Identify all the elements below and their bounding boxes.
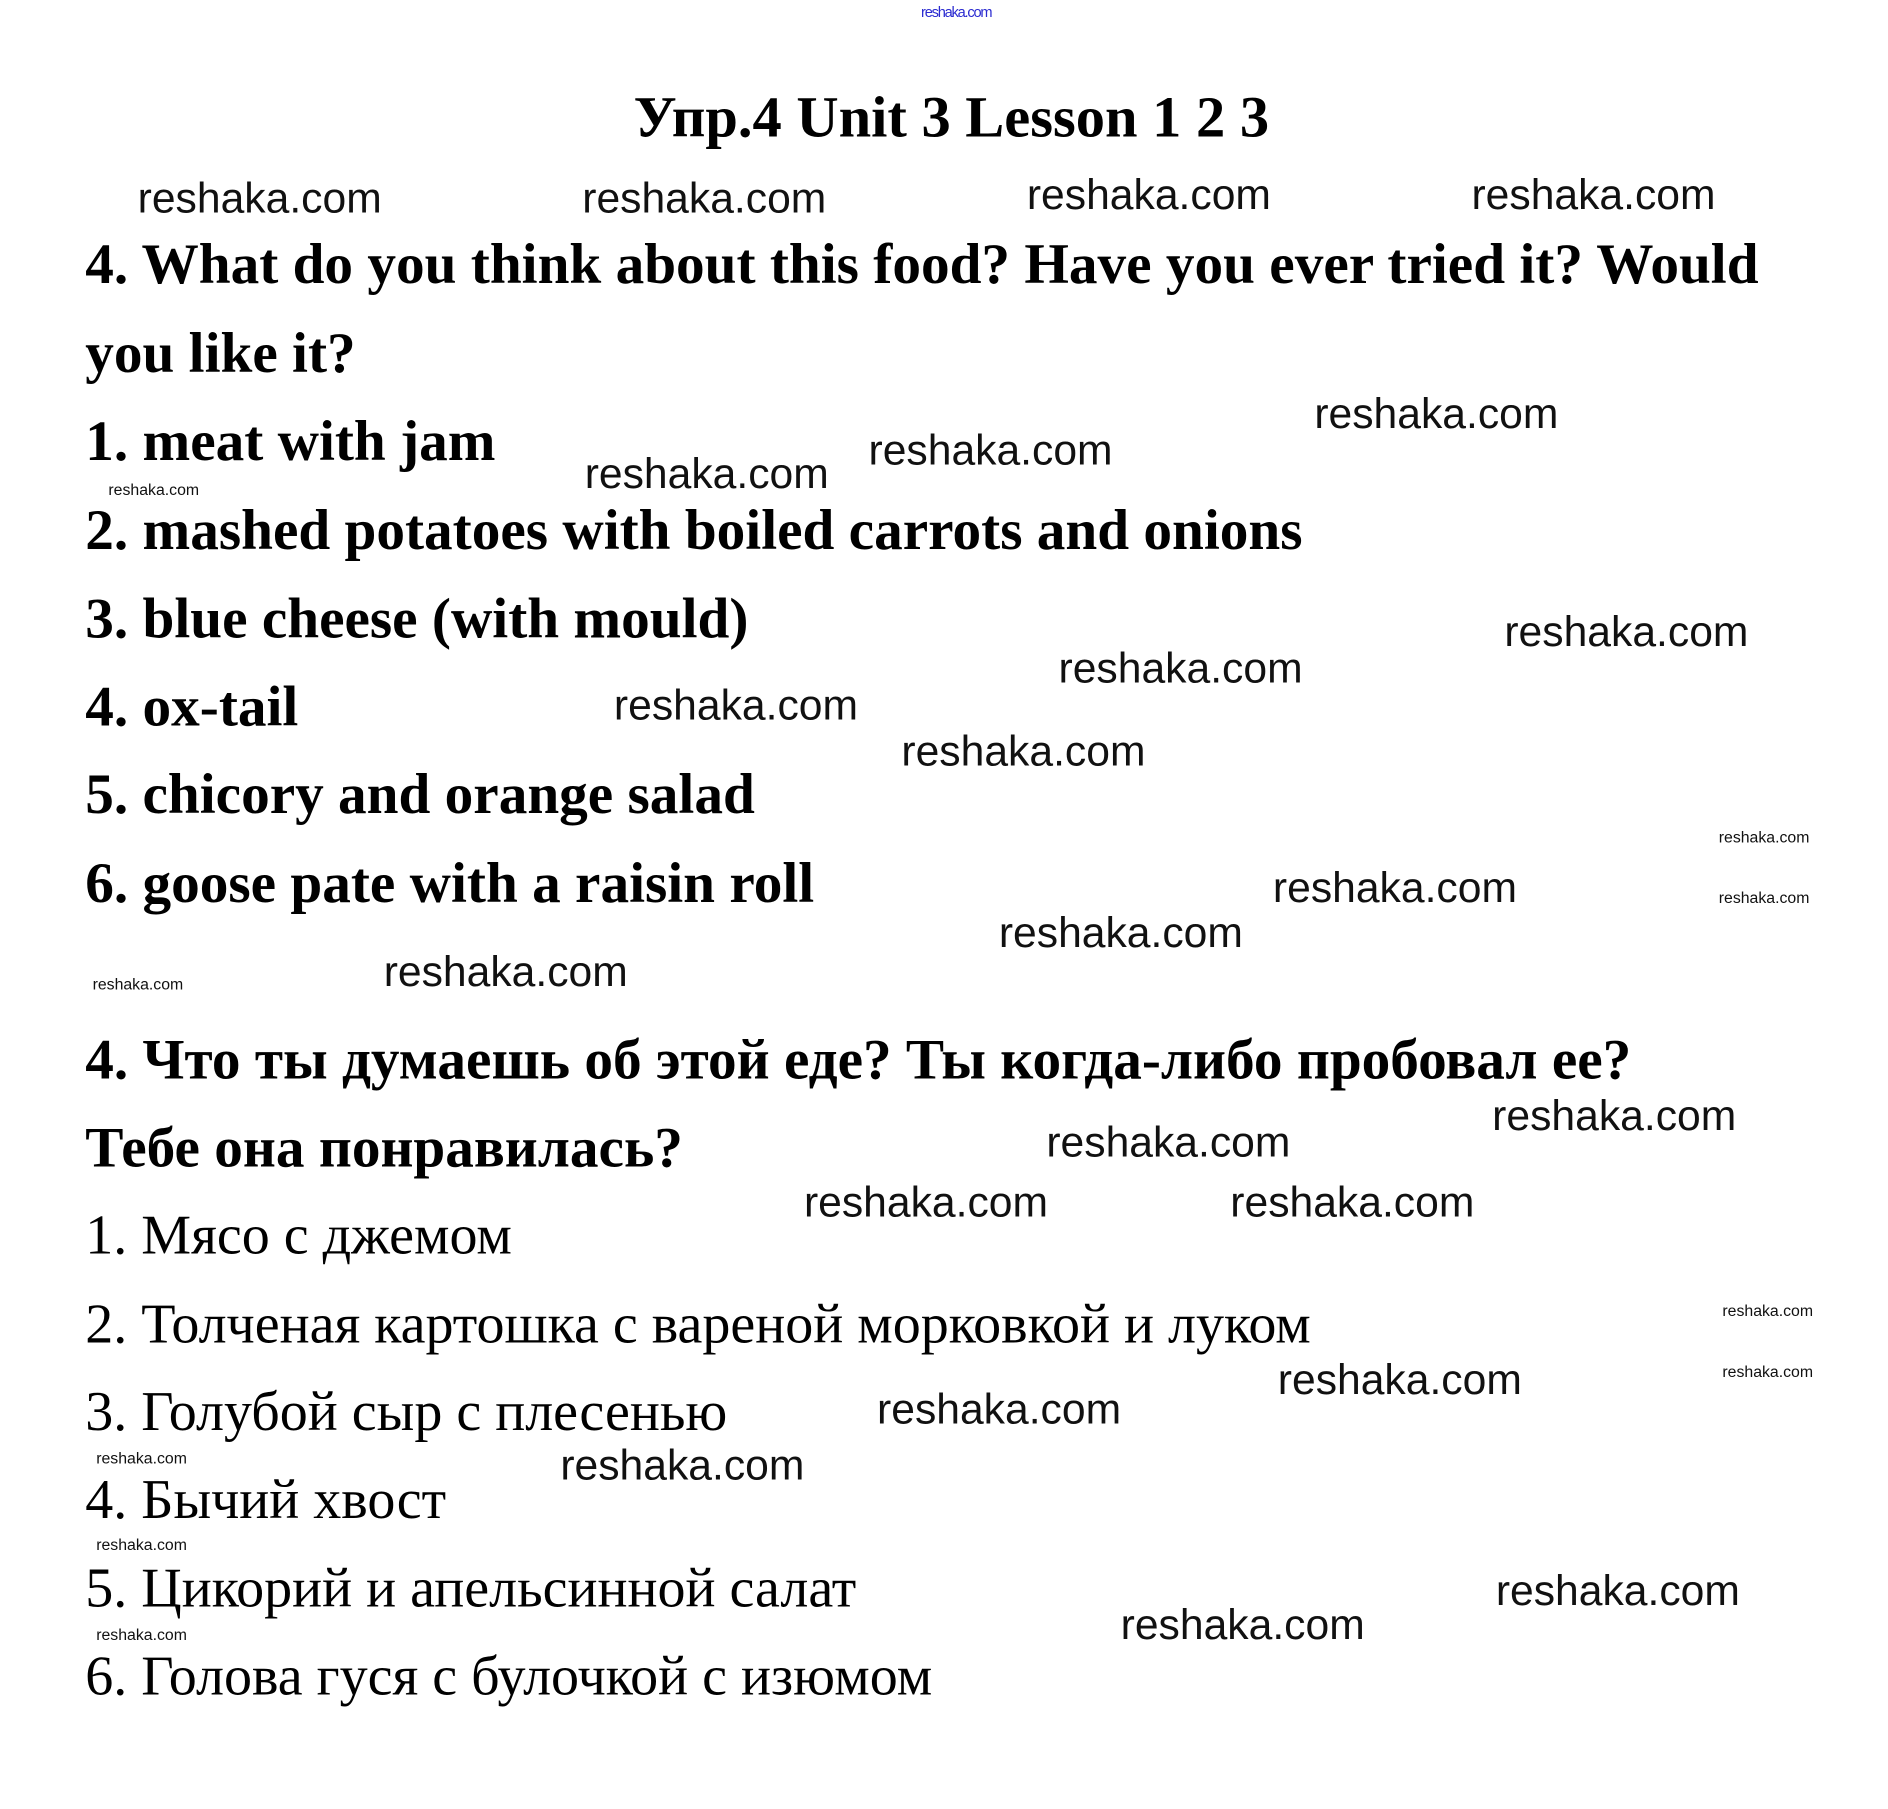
english-item: 1. meat with jam — [85, 409, 496, 474]
watermark: reshaka.com — [1046, 1118, 1291, 1167]
page-title: Упр.4 Unit 3 Lesson 1 2 3 — [633, 85, 1270, 150]
watermark: reshaka.com — [1120, 1601, 1365, 1649]
watermark: reshaka.com — [1314, 390, 1559, 438]
watermark: reshaka.com — [1272, 864, 1517, 912]
watermark: reshaka.com — [96, 1448, 187, 1468]
english-item: 6. goose pate with a raisin roll — [85, 852, 815, 916]
russian-question-line1: 4. Что ты думаешь об этой еде? Ты когда-либо пробовал ее? — [85, 1028, 1632, 1093]
watermark: reshaka.com — [560, 1441, 805, 1490]
watermark: reshaka.com — [383, 948, 628, 996]
watermark: reshaka.com — [1722, 1301, 1814, 1320]
russian-item: 6. Голова гуся с булочкой с изюмом — [85, 1644, 933, 1707]
watermark: reshaka.com — [108, 480, 200, 499]
watermark: reshaka.com — [584, 450, 829, 498]
english-item: 3. blue cheese (with mould) — [85, 587, 749, 652]
watermark: reshaka.com — [613, 681, 858, 730]
russian-item: 2. Толченая картошка с вареной морковкой и луком — [85, 1292, 1311, 1355]
english-item: 2. mashed potatoes with boiled carrots and onions — [85, 498, 1303, 563]
watermark: reshaka.com — [1026, 171, 1271, 219]
watermark: reshaka.com — [998, 909, 1243, 957]
watermark: reshaka.com — [1058, 644, 1303, 693]
watermark: reshaka.com — [868, 426, 1113, 475]
watermark: reshaka.com — [877, 1385, 1122, 1434]
watermark: reshaka.com — [1504, 608, 1749, 656]
site-header-watermark: reshaka.com — [921, 3, 992, 21]
watermark: reshaka.com — [96, 1625, 187, 1644]
english-question-line2: you like it? — [85, 322, 356, 386]
russian-item: 3. Голубой сыр с плесенью — [85, 1380, 728, 1443]
watermark: reshaka.com — [1495, 1567, 1740, 1615]
watermark: reshaka.com — [1277, 1356, 1522, 1404]
english-item: 4. ox-tail — [85, 675, 299, 739]
russian-item: 1. Мясо с джемом — [85, 1203, 512, 1266]
watermark: reshaka.com — [96, 1535, 187, 1554]
russian-question-line2: Тебе она понравилась? — [85, 1116, 683, 1180]
russian-item: 4. Бычий хвост — [85, 1467, 447, 1530]
watermark: reshaka.com — [582, 174, 827, 223]
english-question-line1: 4. What do you think about this food? Have you ever tried it? Would — [85, 233, 1759, 297]
watermark: reshaka.com — [1718, 827, 1810, 846]
watermark: reshaka.com — [901, 727, 1146, 776]
watermark: reshaka.com — [1230, 1178, 1475, 1227]
watermark: reshaka.com — [1718, 888, 1810, 907]
watermark: reshaka.com — [1492, 1092, 1737, 1140]
watermark: reshaka.com — [137, 174, 382, 223]
watermark: reshaka.com — [1722, 1362, 1814, 1381]
watermark: reshaka.com — [803, 1178, 1049, 1227]
watermark: reshaka.com — [92, 975, 184, 994]
english-item: 5. chicory and orange salad — [85, 763, 755, 827]
watermark: reshaka.com — [1471, 171, 1716, 219]
russian-item: 5. Цикорий и апельсинной салат — [85, 1556, 857, 1619]
